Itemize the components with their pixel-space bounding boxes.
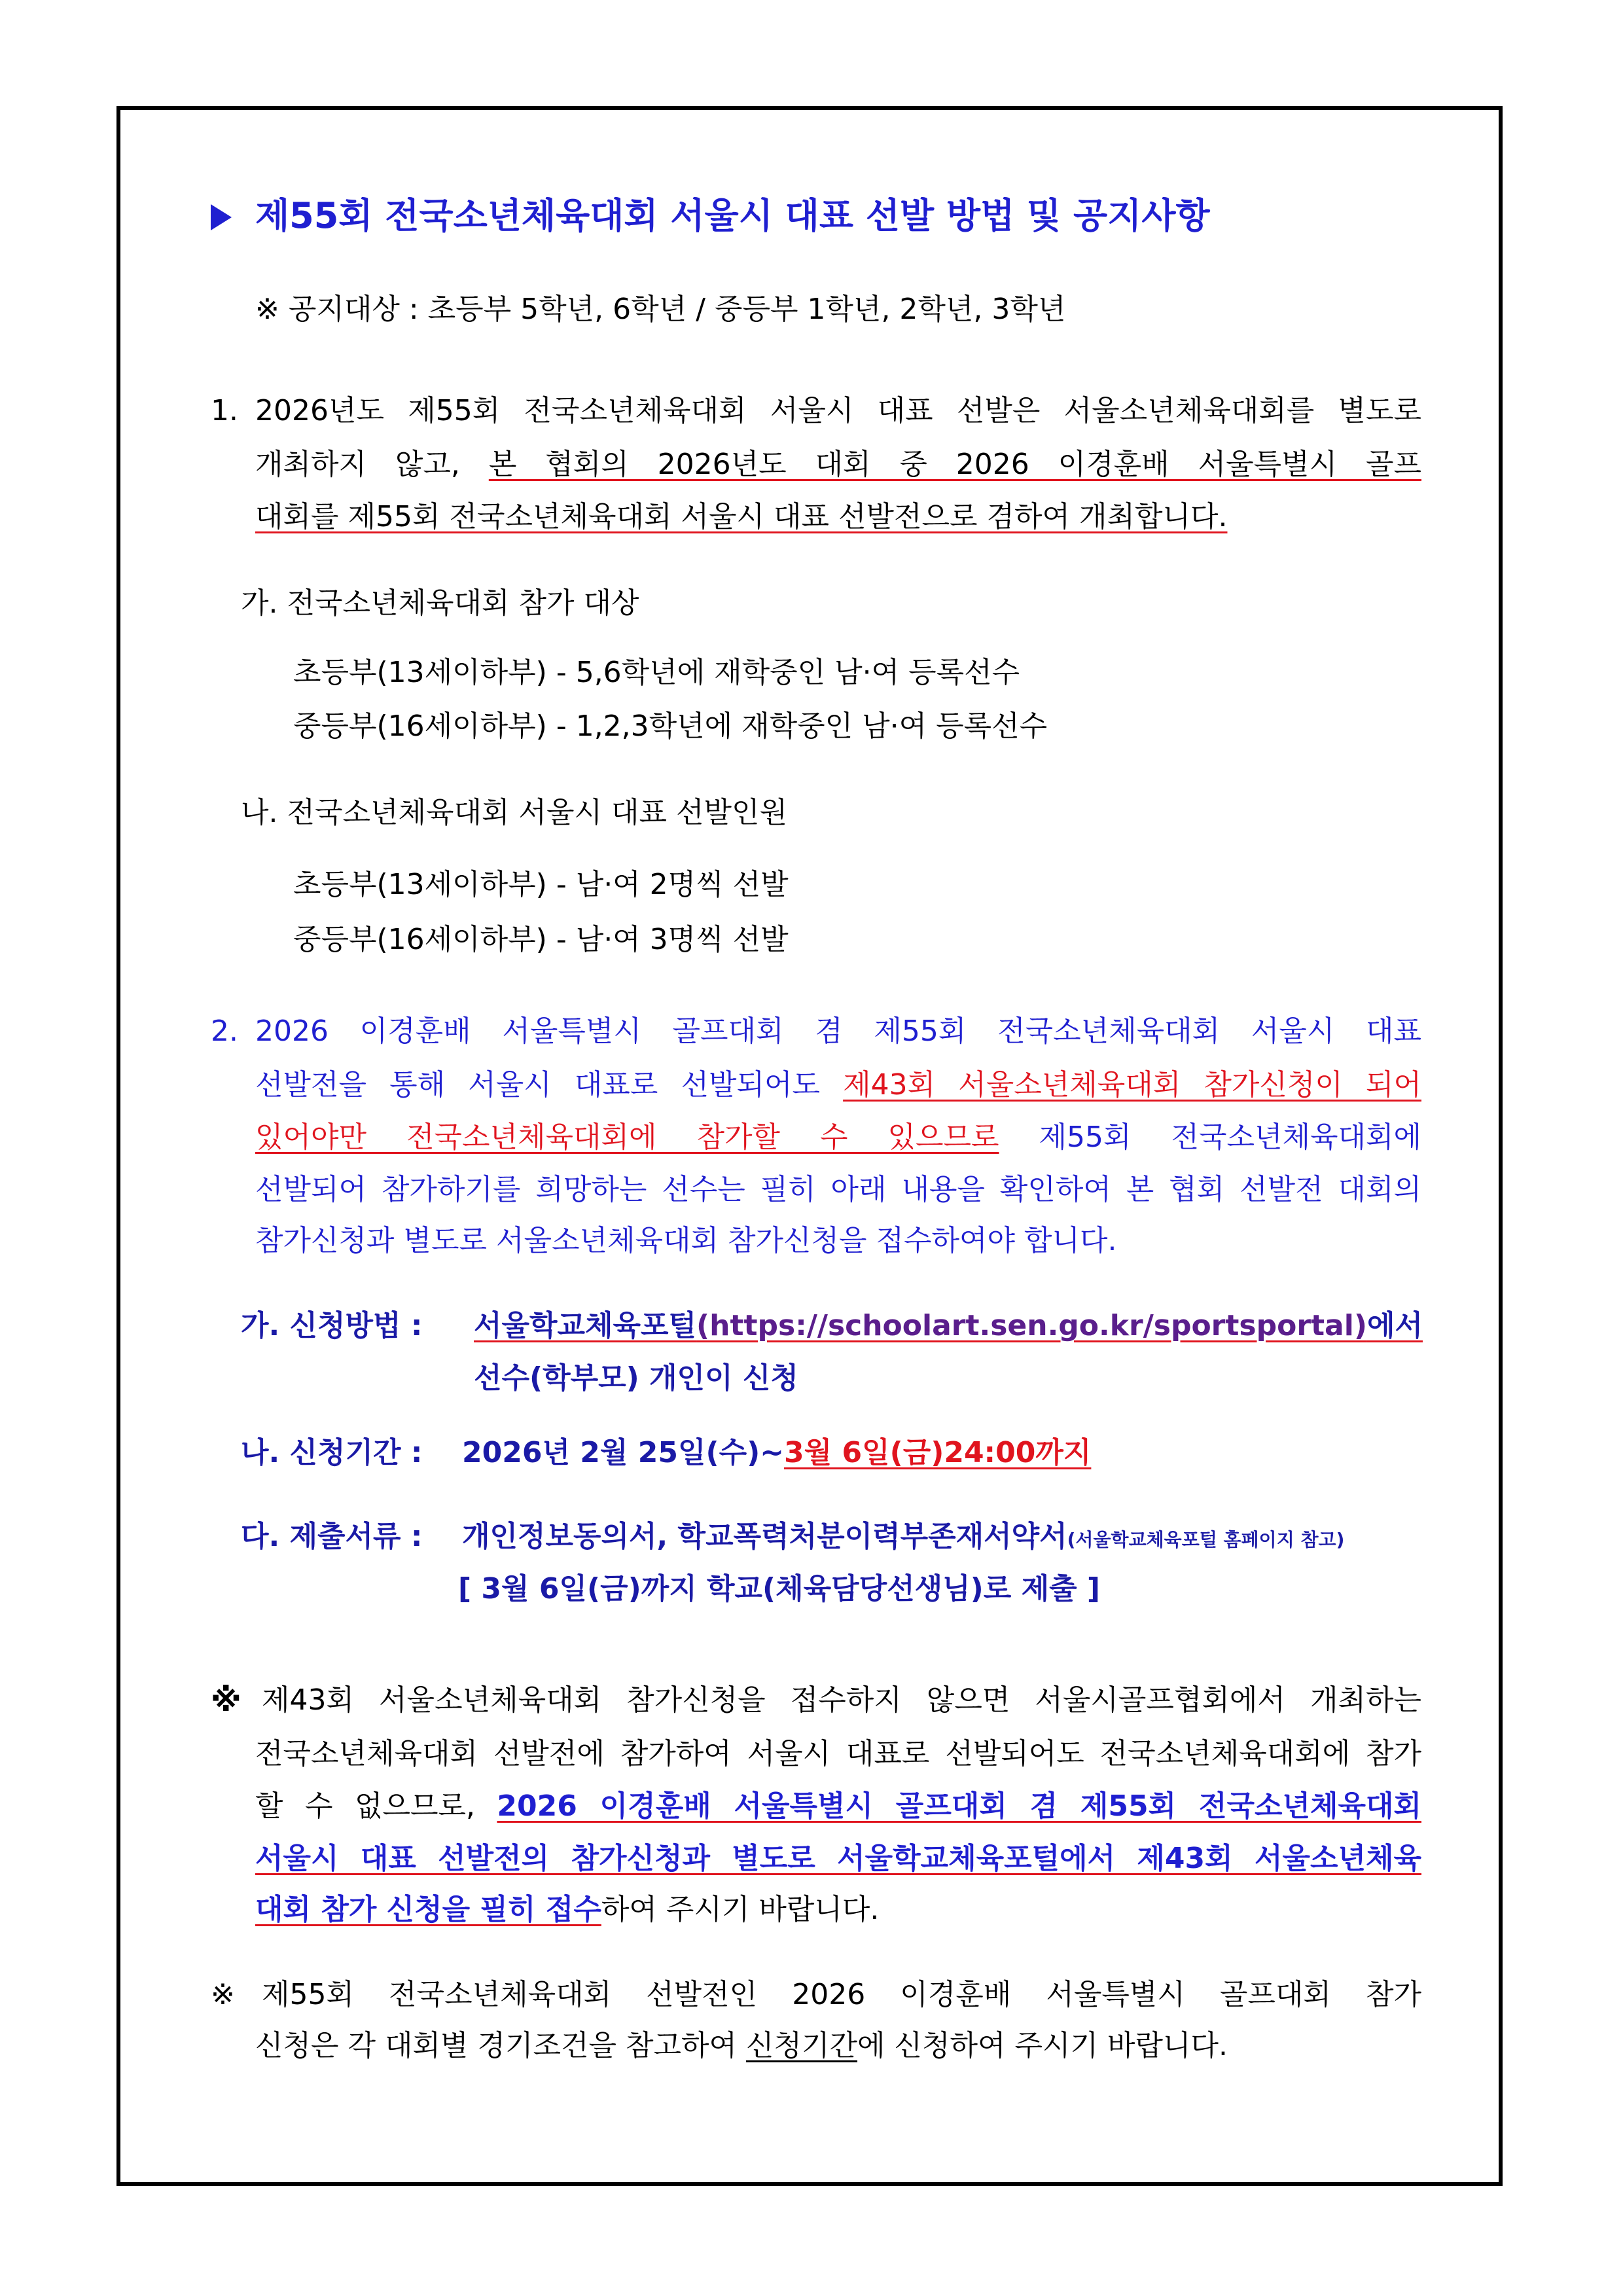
portal-url-link[interactable]: (https://schoolart.sen.go.kr/sportsportal) bbox=[696, 1309, 1367, 1342]
note2-line1: 제55회 전국소년체육대회 선발전인 2026 이경훈배 서울특별시 골프대회 참가 bbox=[262, 1978, 1421, 2011]
section1-ga-item: 중등부(16세이하부) - 1,2,3학년에 재학중인 남·여 등록선수 bbox=[293, 709, 1048, 743]
section2-line5: 참가신청과 별도로 서울소년체육대회 참가신청을 접수하여야 합니다. bbox=[255, 1224, 1117, 1257]
notice-target: ※ 공지대상 : 초등부 5학년, 6학년 / 중등부 1학년, 2학년, 3학년 bbox=[255, 293, 1066, 326]
note1-line1: 제43회 서울소년체육대회 참가신청을 접수하지 않으면 서울시골프협회에서 개최하는 bbox=[262, 1683, 1421, 1717]
documents-label: 다. 제출서류 : bbox=[241, 1520, 423, 1553]
documents-note: (서울학교체육포털 홈페이지 참고) bbox=[1067, 1529, 1345, 1551]
deadline-text: 3월 6일(금)24:00까지 bbox=[784, 1436, 1092, 1469]
section1-line3 bbox=[255, 497, 1228, 537]
section1-na-item: 초등부(13세이하부) - 남·여 2명씩 선발 bbox=[293, 868, 789, 901]
section2-line3: 있어야만 전국소년체육대회에 참가할 수 있으므로 제55회 전국소년체육대회에 bbox=[255, 1121, 1421, 1154]
reference-mark: ※ bbox=[211, 1978, 235, 2011]
highlight-text: 있어야만 전국소년체육대회에 참가할 수 있으므로 bbox=[255, 1121, 999, 1154]
section1-na-heading: 나. 전국소년체육대회 서울시 대표 선발인원 bbox=[241, 796, 788, 829]
emphasis-text: 대회 참가 신청을 필히 접수 bbox=[255, 1893, 601, 1926]
section1-line1: 2026년도 제55회 전국소년체육대회 서울시 대표 선발은 서울소년체육대회를 별도로 bbox=[255, 394, 1421, 427]
underlined-text: 신청기간 bbox=[746, 2029, 858, 2062]
section1-ga-heading: 가. 전국소년체육대회 참가 대상 bbox=[241, 586, 639, 620]
note2-line2: 신청은 각 대회별 경기조건을 참고하여 신청기간에 신청하여 주시기 바랍니다. bbox=[255, 2029, 1228, 2062]
section1-ga-item: 초등부(13세이하부) - 5,6학년에 재학중인 남·여 등록선수 bbox=[293, 656, 1020, 689]
reference-mark: ※ bbox=[211, 1682, 241, 1719]
note1-line5: 대회 참가 신청을 필히 접수하여 주시기 바랍니다. bbox=[255, 1893, 880, 1926]
page-title: 제55회 전국소년체육대회 서울시 대표 선발 방법 및 공지사항 bbox=[211, 196, 1210, 236]
highlight-text: 제43회 서울소년체육대회 참가신청이 되어 bbox=[843, 1068, 1421, 1102]
emphasis-text: 2026 이경훈배 서울특별시 골프대회 겸 제55회 전국소년체육대회 bbox=[497, 1789, 1421, 1823]
section1-number: 1. bbox=[211, 394, 238, 427]
underlined-text: 대회를 제55회 전국소년체육대회 서울시 대표 선발전으로 겸하여 개최합니다. bbox=[255, 500, 1228, 533]
section2-line4: 선발되어 참가하기를 희망하는 선수는 필히 아래 내용을 확인하여 본 협회 선발전 대회의 bbox=[255, 1173, 1421, 1206]
documents-line2: [ 3월 6일(금)까지 학교(체육담당선생님)로 제출 ] bbox=[458, 1572, 1101, 1605]
apply-method-label: 가. 신청방법 : bbox=[241, 1309, 423, 1342]
note1-line3: 할 수 없으므로, 2026 이경훈배 서울특별시 골프대회 겸 제55회 전국소년체육대회 bbox=[255, 1789, 1421, 1823]
apply-method-value: 서울학교체육포털(https://schoolart.sen.go.kr/sportsportal)에서 bbox=[474, 1309, 1423, 1342]
section2-number: 2. bbox=[211, 1014, 238, 1048]
apply-period-label: 나. 신청기간 : bbox=[241, 1436, 423, 1469]
triangle-bullet-icon bbox=[211, 204, 232, 230]
underlined-text: 본 협회의 2026년도 대회 중 2026 이경훈배 서울특별시 골프 bbox=[488, 448, 1421, 481]
section1-na-item: 중등부(16세이하부) - 남·여 3명씩 선발 bbox=[293, 923, 789, 956]
section2-line1: 2026 이경훈배 서울특별시 골프대회 겸 제55회 전국소년체육대회 서울시 대표 bbox=[255, 1014, 1421, 1048]
section2-line2: 선발전을 통해 서울시 대표로 선발되어도 제43회 서울소년체육대회 참가신청이 되어 bbox=[255, 1068, 1421, 1102]
note1-line4 bbox=[255, 1839, 1421, 1878]
note1-line2: 전국소년체육대회 선발전에 참가하여 서울시 대표로 선발되어도 전국소년체육대회에 참가 bbox=[255, 1737, 1421, 1770]
apply-period-value: 2026년 2월 25일(수)~3월 6일(금)24:00까지 bbox=[462, 1436, 1092, 1469]
section1-line2: 개최하지 않고, 본 협회의 2026년도 대회 중 2026 이경훈배 서울특별시 골프 bbox=[255, 448, 1421, 481]
documents-value: 개인정보동의서, 학교폭력처분이력부존재서약서(서울학교체육포털 홈페이지 참고) bbox=[462, 1520, 1345, 1553]
apply-method-line2: 선수(학부모) 개인이 신청 bbox=[474, 1361, 798, 1395]
emphasis-text: 서울시 대표 선발전의 참가신청과 별도로 서울학교체육포털에서 제43회 서울소년체육 bbox=[255, 1842, 1421, 1875]
